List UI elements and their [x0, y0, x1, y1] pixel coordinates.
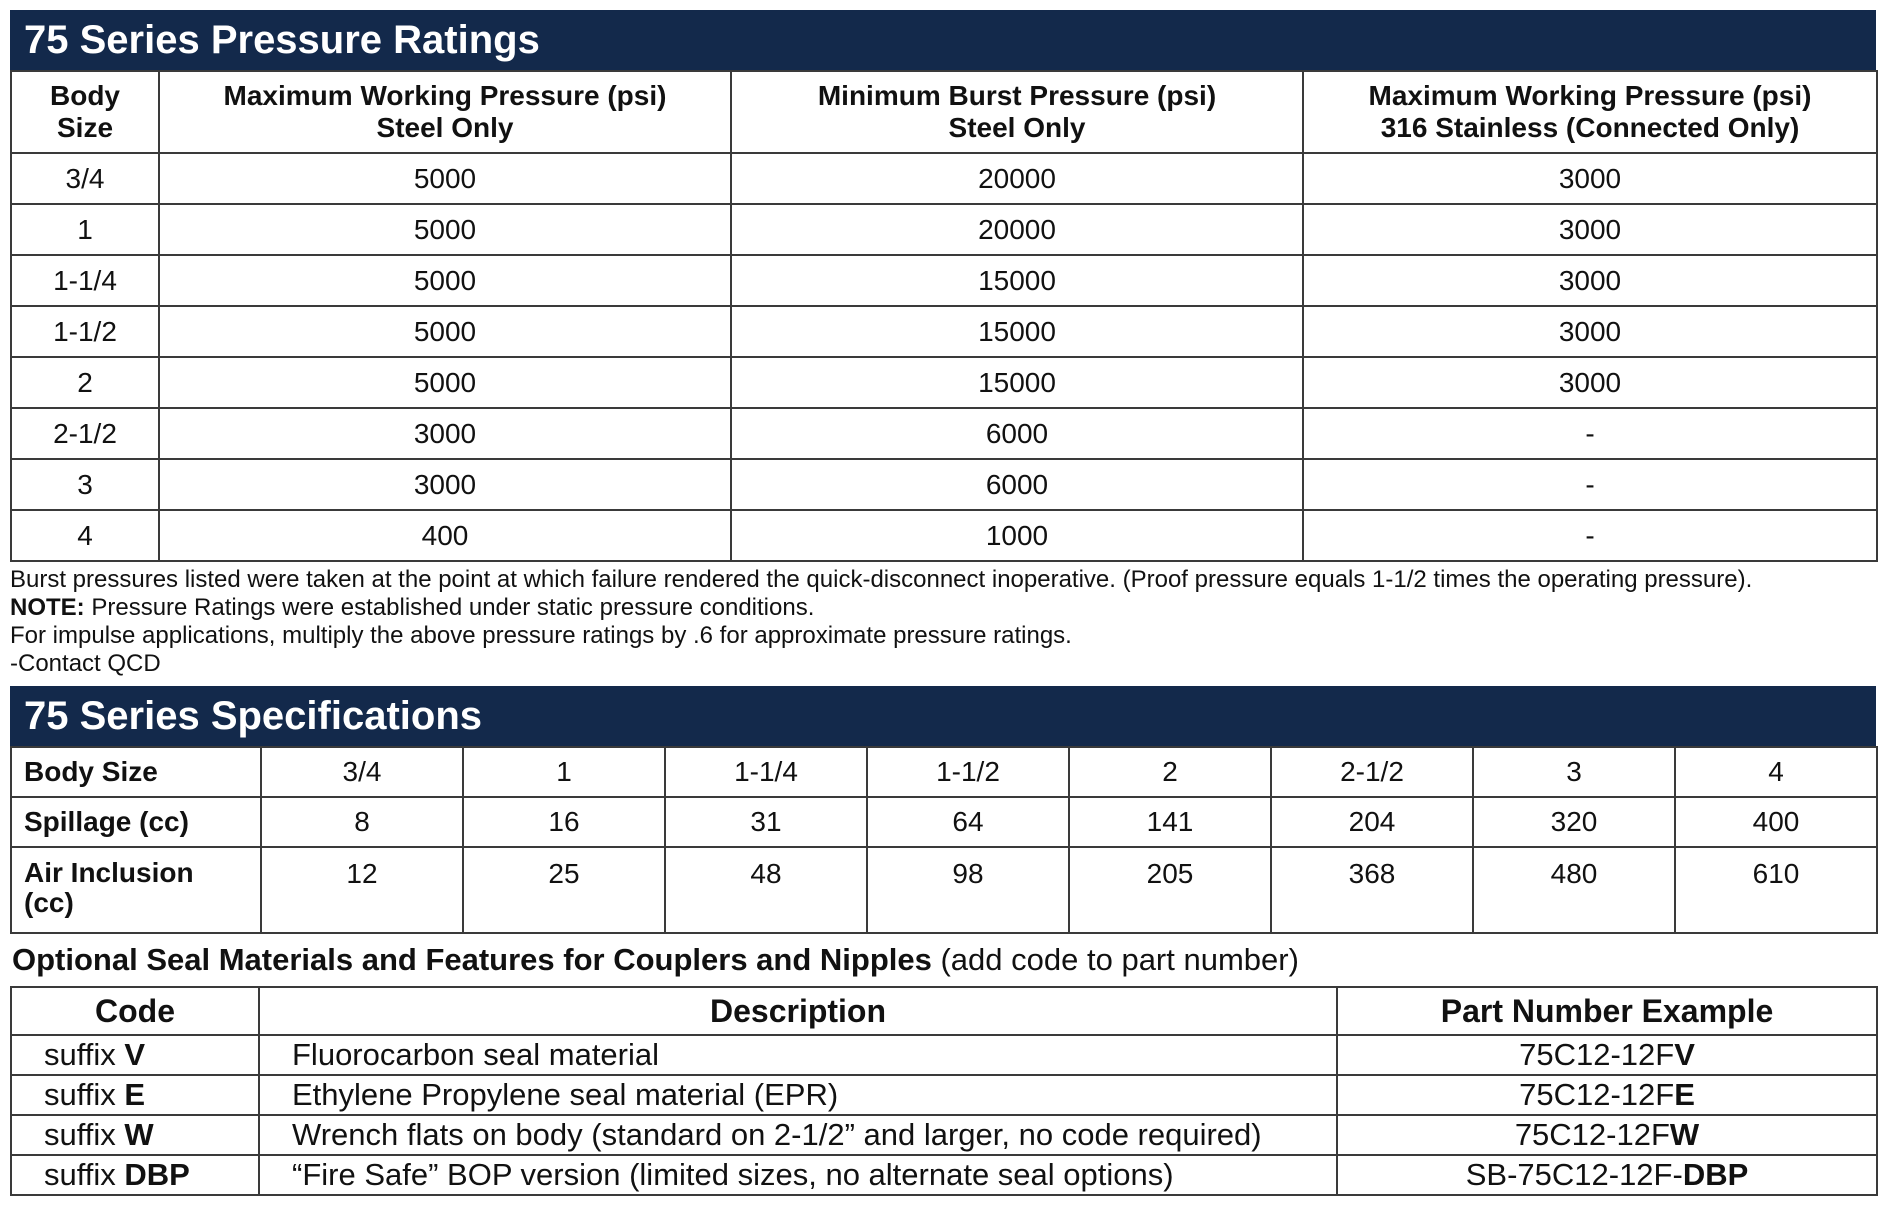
code-cell: suffix V — [11, 1035, 259, 1075]
impulse-note: For impulse applications, multiply the above pressure ratings by .6 for approximate pressure ratings. — [10, 622, 1072, 649]
cell: 4 — [1675, 747, 1877, 797]
cell: 15000 — [731, 357, 1303, 408]
cell: 64 — [867, 797, 1069, 847]
cell: 20000 — [731, 153, 1303, 204]
row-header: Air Inclusion (cc) — [11, 847, 261, 933]
cell: 3/4 — [11, 153, 159, 204]
seal-title-rest: (add code to part number) — [931, 942, 1299, 977]
seal-title-bold: Optional Seal Materials and Features for Couplers and Nipples — [12, 942, 932, 977]
table-row — [11, 747, 1877, 797]
seal-options-table — [10, 986, 1878, 1196]
column-header: Maximum Working Pressure (psi) Steel Only — [159, 71, 731, 153]
cell: 15000 — [731, 255, 1303, 306]
cell: 3/4 — [261, 747, 463, 797]
cell: 610 — [1675, 847, 1877, 933]
cell: 25 — [463, 847, 665, 933]
column-header: Body Size — [11, 71, 159, 153]
table-row — [11, 847, 1877, 933]
cell: 98 — [867, 847, 1069, 933]
cell: 8 — [261, 797, 463, 847]
part-number-cell: 75C12-12FW — [1337, 1115, 1877, 1155]
cell: 15000 — [731, 306, 1303, 357]
cell: 4 — [11, 510, 159, 561]
cell: 320 — [1473, 797, 1675, 847]
code-cell: suffix W — [11, 1115, 259, 1155]
column-header: Minimum Burst Pressure (psi) Steel Only — [731, 71, 1303, 153]
cell: 31 — [665, 797, 867, 847]
table-row — [11, 153, 1877, 204]
cell: 2-1/2 — [1271, 747, 1473, 797]
cell: 3 — [11, 459, 159, 510]
pressure-notes — [10, 562, 1876, 686]
column-header: Code — [11, 987, 259, 1035]
cell: 1 — [11, 204, 159, 255]
part-number-cell: SB-75C12-12F-DBP — [1337, 1155, 1877, 1195]
cell: - — [1303, 408, 1877, 459]
column-header: Part Number Example — [1337, 987, 1877, 1035]
burst-note: Burst pressures listed were taken at the point at which failure rendered the quick-disconnect inoperative. (Proof pressure equals 1-1/2 times the operating pressure). — [10, 566, 1753, 593]
table-row — [11, 510, 1877, 561]
cell: 5000 — [159, 357, 731, 408]
table-row — [11, 255, 1877, 306]
cell: 400 — [1675, 797, 1877, 847]
cell: 368 — [1271, 847, 1473, 933]
part-number-cell: 75C12-12FE — [1337, 1075, 1877, 1115]
cell: 205 — [1069, 847, 1271, 933]
cell: 3000 — [159, 459, 731, 510]
table-row — [11, 1035, 1877, 1075]
table-row — [11, 1115, 1877, 1155]
cell: 48 — [665, 847, 867, 933]
cell: 3000 — [1303, 255, 1877, 306]
cell: 3000 — [1303, 204, 1877, 255]
column-header: Description — [259, 987, 1337, 1035]
cell: 3 — [1473, 747, 1675, 797]
note-label: NOTE: — [10, 594, 85, 621]
specifications-table — [10, 746, 1878, 934]
cell: 6000 — [731, 408, 1303, 459]
static-note — [10, 594, 1876, 622]
contact-note: -Contact QCD — [10, 650, 161, 677]
cell: 3000 — [1303, 357, 1877, 408]
table-row — [11, 459, 1877, 510]
cell: 5000 — [159, 204, 731, 255]
cell: 1-1/2 — [867, 747, 1069, 797]
cell: 3000 — [159, 408, 731, 459]
cell: 2 — [1069, 747, 1271, 797]
table-row — [11, 797, 1877, 847]
table-header-row — [11, 987, 1877, 1035]
cell: - — [1303, 459, 1877, 510]
cell: 20000 — [731, 204, 1303, 255]
table-header-row — [11, 71, 1877, 153]
description-cell: Fluorocarbon seal material — [259, 1035, 1337, 1075]
table-row — [11, 1075, 1877, 1115]
cell: 1-1/4 — [11, 255, 159, 306]
seal-options-title — [10, 934, 1876, 986]
cell: 480 — [1473, 847, 1675, 933]
code-cell: suffix DBP — [11, 1155, 259, 1195]
part-number-cell: 75C12-12FV — [1337, 1035, 1877, 1075]
cell: 6000 — [731, 459, 1303, 510]
cell: 3000 — [1303, 306, 1877, 357]
cell: 1 — [463, 747, 665, 797]
cell: 1000 — [731, 510, 1303, 561]
cell: 5000 — [159, 153, 731, 204]
specifications-title: 75 Series Specifications — [10, 686, 1876, 746]
spec-sheet — [10, 10, 1876, 1196]
cell: 2-1/2 — [11, 408, 159, 459]
description-cell: “Fire Safe” BOP version (limited sizes, no alternate seal options) — [259, 1155, 1337, 1195]
cell: 5000 — [159, 255, 731, 306]
cell: 400 — [159, 510, 731, 561]
cell: - — [1303, 510, 1877, 561]
cell: 12 — [261, 847, 463, 933]
pressure-ratings-title: 75 Series Pressure Ratings — [10, 10, 1876, 70]
cell: 3000 — [1303, 153, 1877, 204]
code-cell: suffix E — [11, 1075, 259, 1115]
row-header: Body Size — [11, 747, 261, 797]
cell: 204 — [1271, 797, 1473, 847]
cell: 141 — [1069, 797, 1271, 847]
table-row — [11, 204, 1877, 255]
table-row — [11, 306, 1877, 357]
cell: 16 — [463, 797, 665, 847]
note-text: Pressure Ratings were established under static pressure conditions. — [84, 594, 815, 621]
row-header: Spillage (cc) — [11, 797, 261, 847]
cell: 1-1/4 — [665, 747, 867, 797]
description-cell: Ethylene Propylene seal material (EPR) — [259, 1075, 1337, 1115]
cell: 1-1/2 — [11, 306, 159, 357]
table-row — [11, 1155, 1877, 1195]
cell: 2 — [11, 357, 159, 408]
cell: 5000 — [159, 306, 731, 357]
table-row — [11, 357, 1877, 408]
pressure-ratings-table — [10, 70, 1878, 562]
table-row — [11, 408, 1877, 459]
description-cell: Wrench flats on body (standard on 2-1/2” and larger, no code required) — [259, 1115, 1337, 1155]
column-header: Maximum Working Pressure (psi) 316 Stainless (Connected Only) — [1303, 71, 1877, 153]
